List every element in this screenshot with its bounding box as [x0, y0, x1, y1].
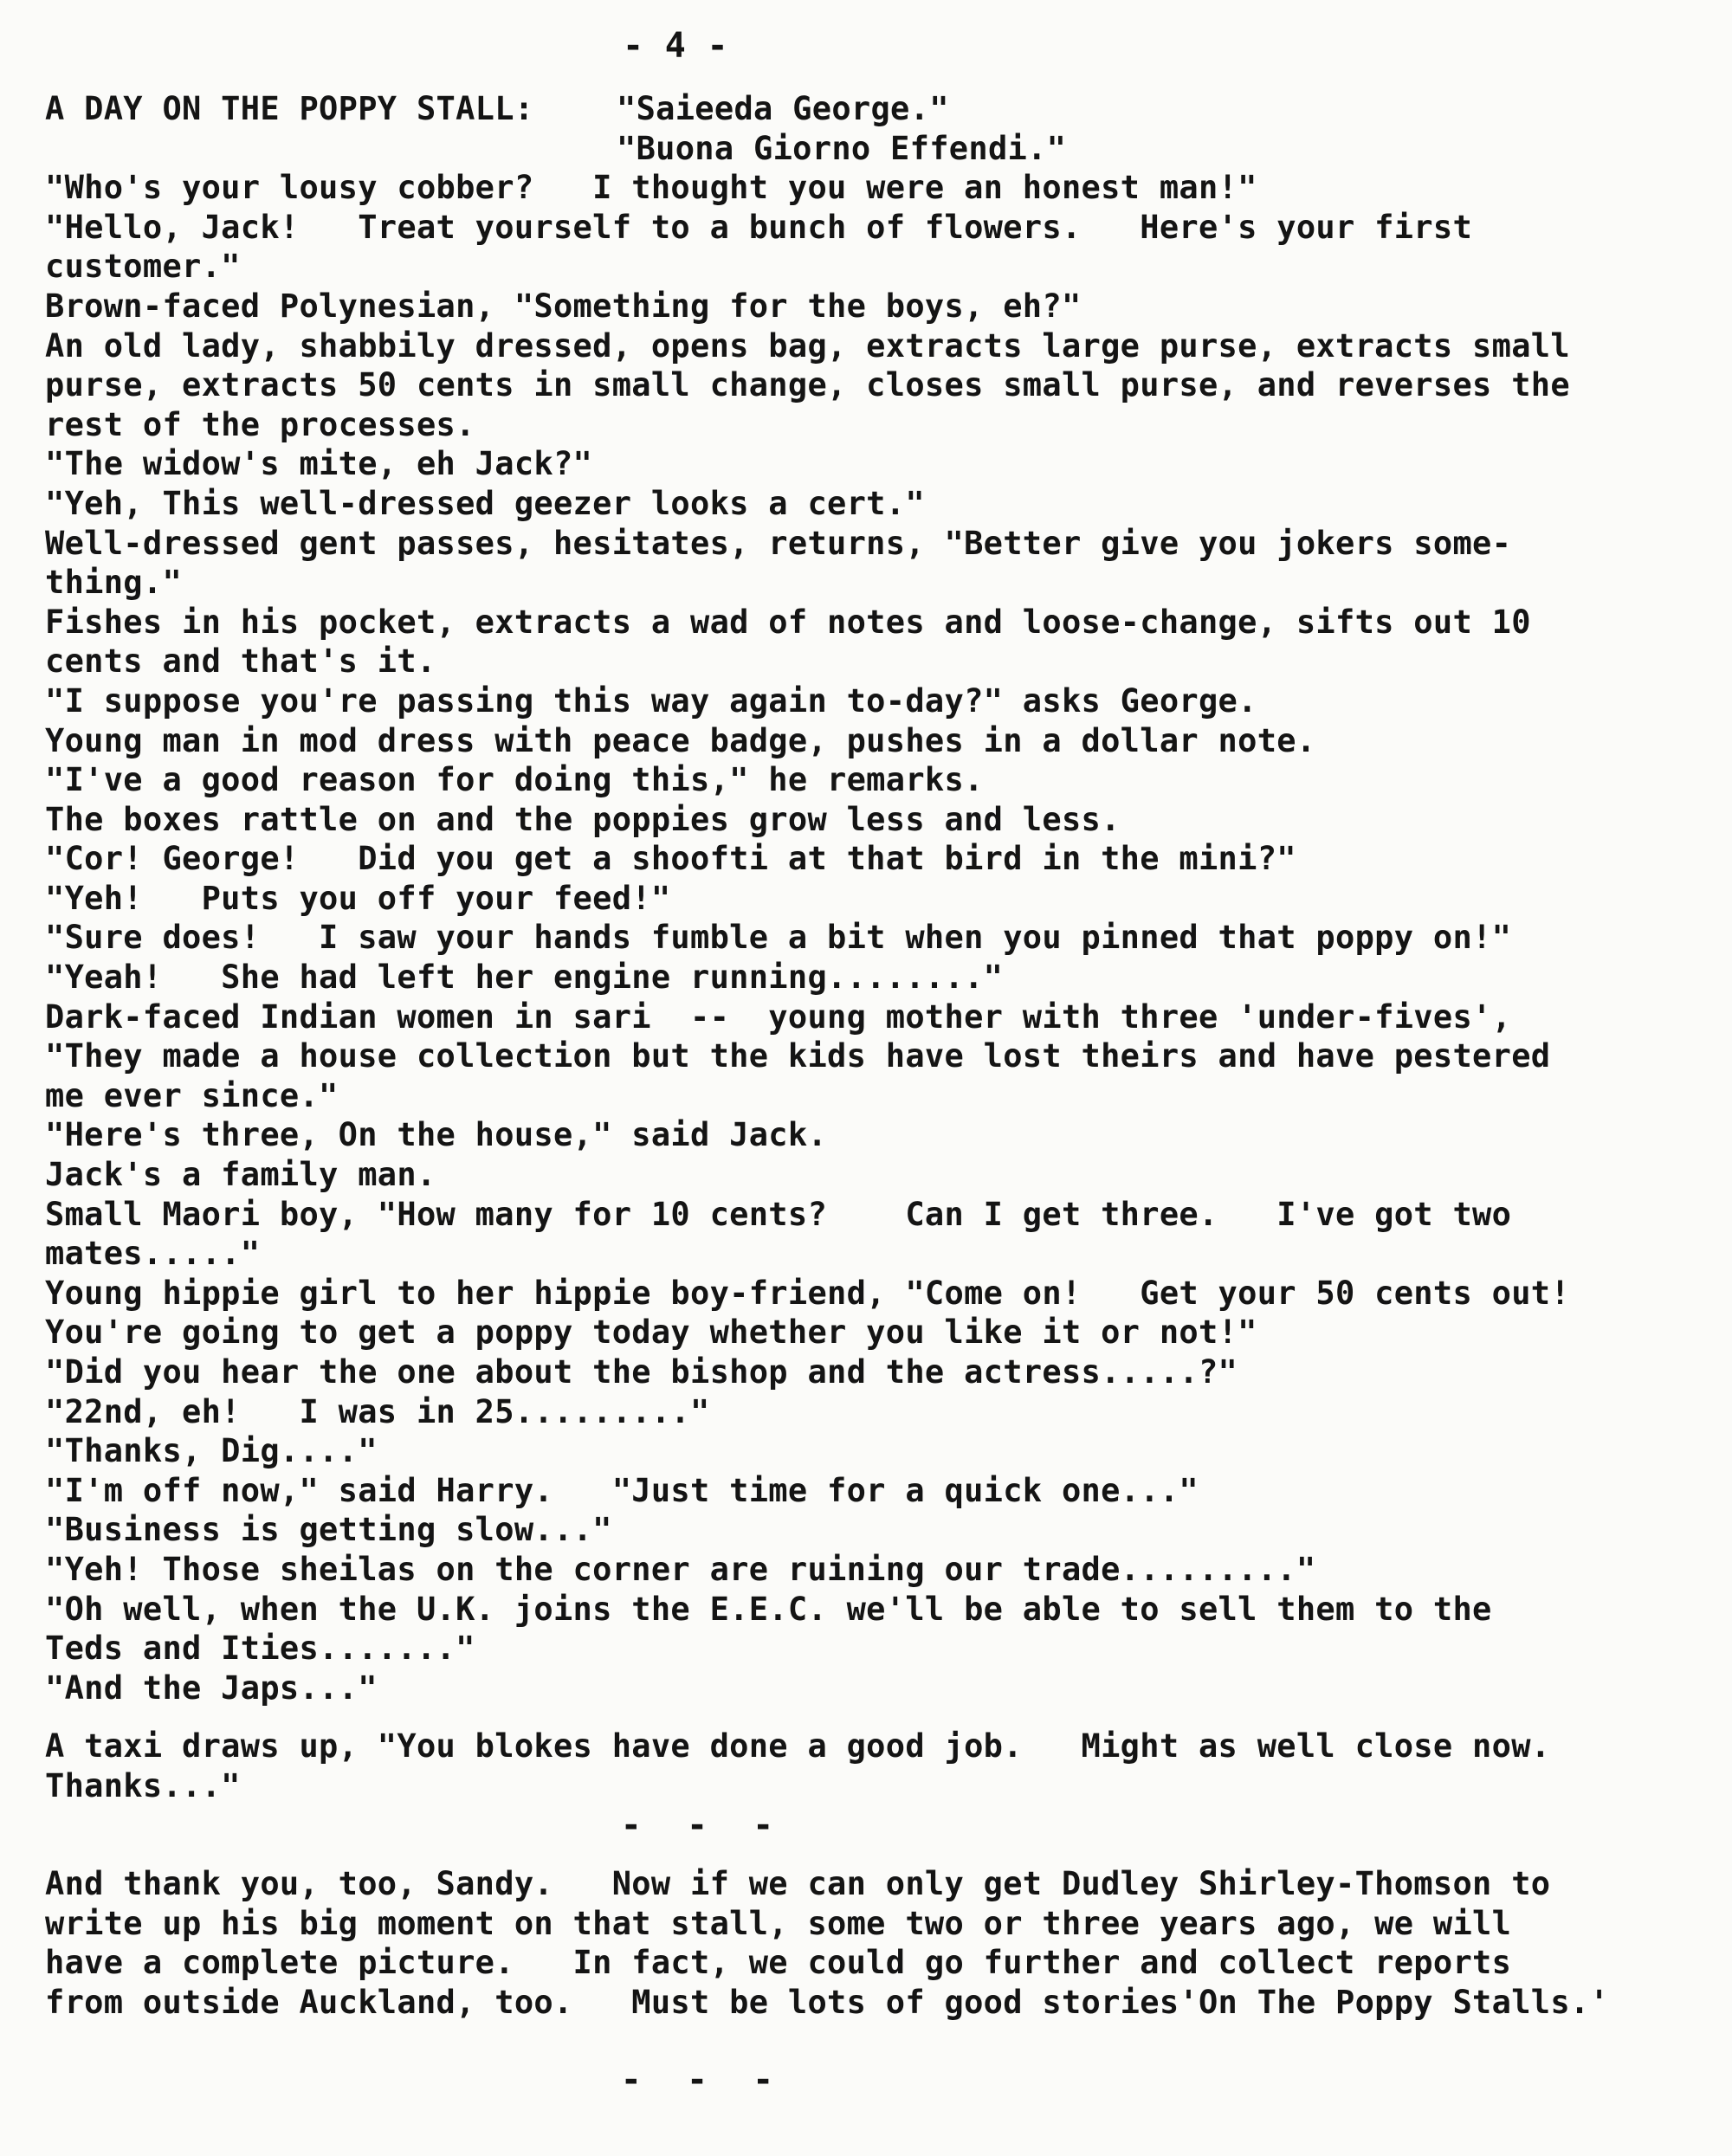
heading-greeting-2: "Buona Giorno Effendi."	[617, 129, 1067, 167]
story-line: "Did you hear the one about the bishop and the actress.....?"	[45, 1353, 1238, 1391]
story-line: "Yeh, This well-dressed geezer looks a cert."	[45, 484, 925, 522]
story-line: customer."	[45, 248, 241, 286]
closing-line: from outside Auckland, too. Must be lots of good stories'On The Poppy Stalls.'	[45, 1983, 1610, 2021]
story-line: "I've a good reason for doing this," he remarks.	[45, 761, 984, 799]
story-line: "Yeah! She had left her engine running........"	[45, 959, 1004, 997]
separator-mark: - - -	[620, 2059, 786, 2100]
story-line: "Sure does! I saw your hands fumble a bit when you pinned that poppy on!"	[45, 919, 1512, 957]
taxi-line: Thanks..."	[45, 1766, 241, 1804]
taxi-line: A taxi draws up, "You blokes have done a good job. Might as well close now.	[45, 1727, 1551, 1765]
story-line: "Oh well, when the U.K. joins the E.E.C. we'll be able to sell them to the	[45, 1590, 1492, 1628]
taxi-paragraph	[45, 1727, 1708, 1805]
story-line: "I'm off now," said Harry. "Just time for a quick one..."	[45, 1471, 1199, 1509]
article-heading	[45, 89, 1708, 168]
story-line: Teds and Ities......."	[45, 1630, 475, 1668]
paragraph-gap	[45, 2023, 1708, 2042]
story-line: cents and that's it.	[45, 642, 436, 681]
story-line: mates....."	[45, 1235, 261, 1273]
story-line: purse, extracts 50 cents in small change, closes small purse, and reverses the	[45, 366, 1570, 404]
story-line: "And the Japs..."	[45, 1669, 378, 1707]
page-number: - 4 -	[623, 26, 728, 66]
closing-line: And thank you, too, Sandy. Now if we can only get Dudley Shirley-Thomson to	[45, 1865, 1551, 1903]
story-line: You're going to get a poppy today whether you like it or not!"	[45, 1314, 1257, 1352]
separator-dashes	[45, 2061, 1708, 2101]
story-line: "Yeh! Those sheilas on the corner are ruining our trade........."	[45, 1550, 1316, 1588]
story-line: me ever since."	[45, 1076, 339, 1114]
separator-mark: - - -	[620, 1804, 786, 1845]
body-text	[45, 89, 1708, 2100]
story-line: "22nd, eh! I was in 25........."	[45, 1392, 710, 1430]
paragraph-gap	[45, 1707, 1708, 1727]
story-line: Small Maori boy, "How many for 10 cents? Can I get three. I've got two	[45, 1195, 1512, 1233]
heading-greetings	[617, 89, 1066, 168]
closing-line: have a complete picture. In fact, we could go further and collect reports	[45, 1944, 1512, 1982]
story-line: "Business is getting slow..."	[45, 1511, 612, 1549]
story-line: Jack's a family man.	[45, 1156, 436, 1194]
story-line: "Cor! George! Did you get a shoofti at that bird in the mini?"	[45, 840, 1296, 878]
story-line: "They made a house collection but the kids have lost theirs and have pestered	[45, 1037, 1551, 1075]
story-line: Fishes in his pocket, extracts a wad of notes and loose-change, sifts out 10	[45, 603, 1531, 641]
story-block	[45, 168, 1708, 1707]
story-line: The boxes rattle on and the poppies grow less and less.	[45, 800, 1121, 838]
story-line: Brown-faced Polynesian, "Something for the boys, eh?"	[45, 287, 1082, 325]
story-line: Young hippie girl to her hippie boy-friend, "Come on! Get your 50 cents out!	[45, 1274, 1570, 1312]
paragraph-gap	[45, 1845, 1708, 1864]
story-line: "Here's three, On the house," said Jack.	[45, 1116, 828, 1154]
heading-label: A DAY ON THE POPPY STALL:	[45, 90, 534, 127]
story-line: "Who's your lousy cobber? I thought you were an honest man!"	[45, 169, 1257, 207]
story-line: An old lady, shabbily dressed, opens bag, extracts large purse, extracts small	[45, 326, 1570, 365]
story-line: Dark-faced Indian women in sari -- young mother with three 'under-fives',	[45, 997, 1512, 1036]
story-line: thing."	[45, 564, 183, 602]
story-line: "I suppose you're passing this way again to-day?" asks George.	[45, 681, 1257, 720]
story-line: Well-dressed gent passes, hesitates, returns, "Better give you jokers some-	[45, 524, 1512, 562]
story-line: "Hello, Jack! Treat yourself to a bunch of flowers. Here's your first	[45, 208, 1473, 246]
separator-dashes	[45, 1806, 1708, 1846]
heading-greeting-1: "Saieeda George."	[617, 90, 949, 127]
closing-line: write up his big moment on that stall, some two or three years ago, we will	[45, 1904, 1512, 1942]
story-line: "Yeh! Puts you off your feed!"	[45, 879, 671, 917]
paragraph-gap	[45, 2042, 1708, 2061]
story-line: "The widow's mite, eh Jack?"	[45, 445, 593, 483]
story-line: Young man in mod dress with peace badge, pushes in a dollar note.	[45, 721, 1316, 759]
closing-paragraph	[45, 1864, 1708, 2022]
story-line: "Thanks, Dig...."	[45, 1432, 378, 1470]
story-line: rest of the processes.	[45, 405, 475, 443]
